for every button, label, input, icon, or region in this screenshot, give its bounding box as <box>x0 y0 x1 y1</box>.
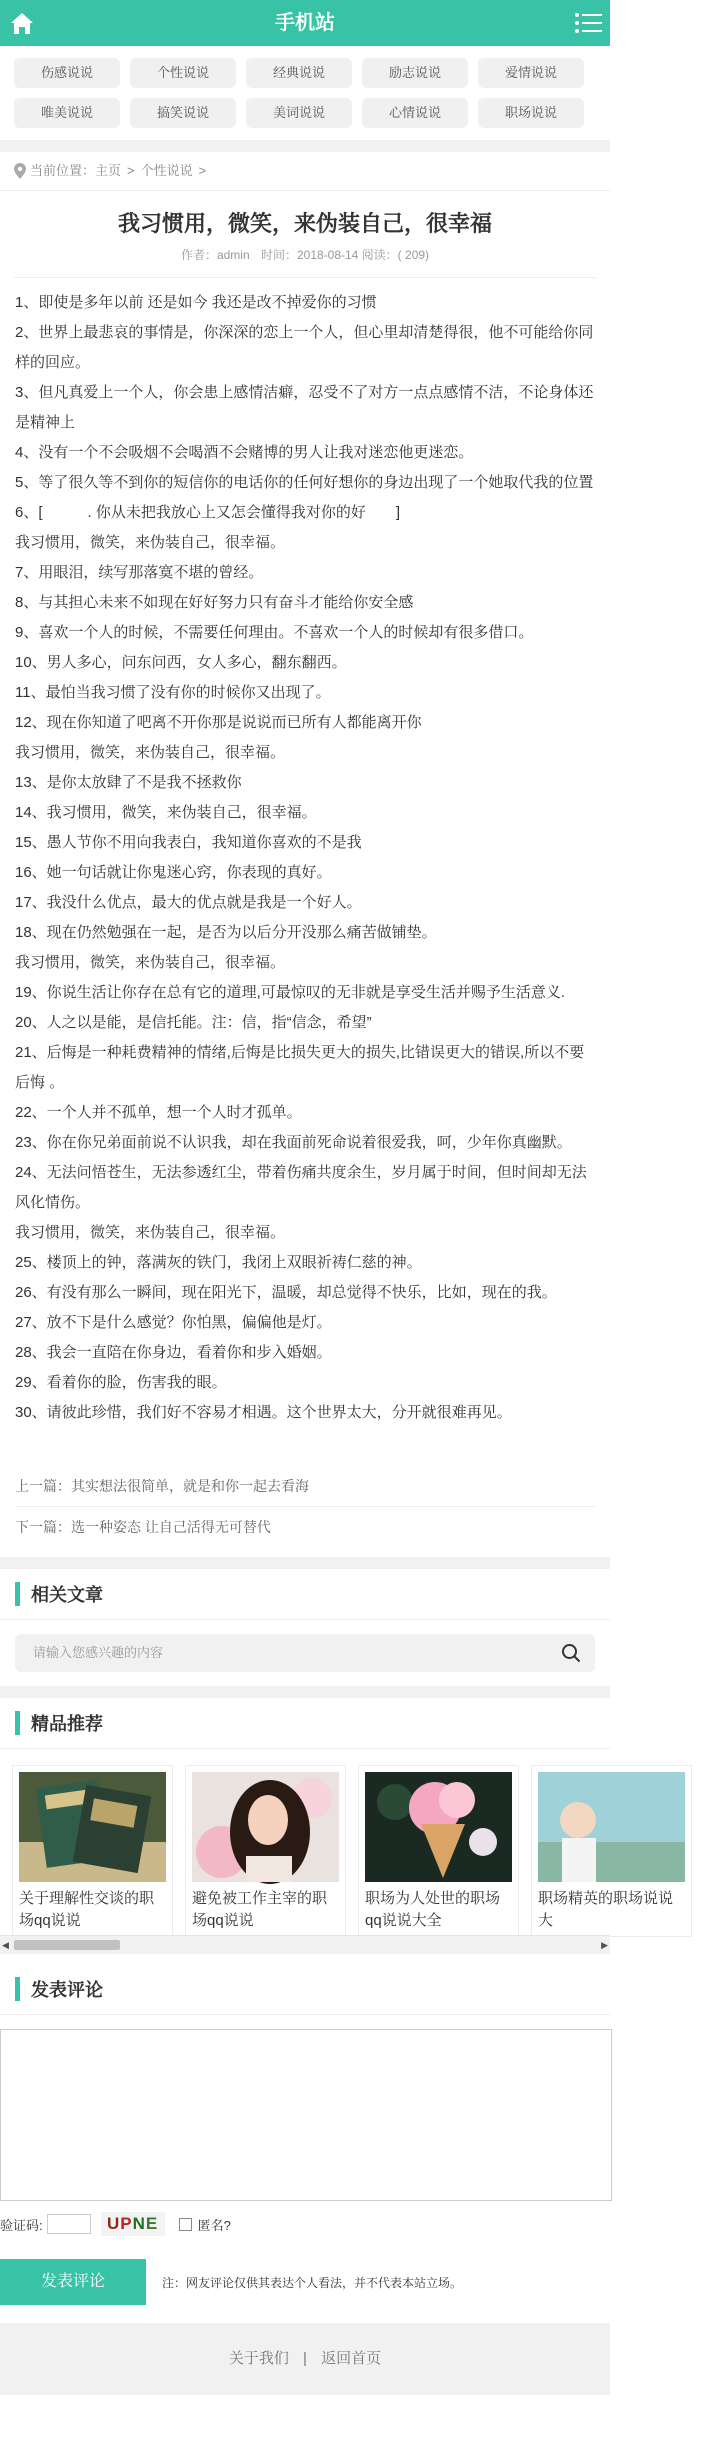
submit-comment-button[interactable]: 发表评论 <box>0 2259 146 2305</box>
submit-row <box>0 2259 610 2305</box>
home-link[interactable]: 返回首页 <box>321 2350 382 2367</box>
anonymous-label: 匿名? <box>197 2217 231 2233</box>
article-paragraph: 15、愚人节你不用向我表白，我知道你喜欢的不是我 <box>15 834 362 851</box>
divider-bar <box>0 1686 610 1698</box>
recommend-carousel <box>0 1749 674 1935</box>
article-meta <box>14 246 596 278</box>
tag-link[interactable]: 经典说说 <box>246 58 352 88</box>
scrollbar-thumb[interactable] <box>14 1940 120 1950</box>
article-paragraph: 2、世界上最悲哀的事情是，你深深的恋上一个人，但心里却清楚得很，他不可能给你同样的回应。 <box>15 324 594 371</box>
article-paragraph: 7、用眼泪，续写那落寞不堪的曾经。 <box>15 564 264 581</box>
site-title: 手机站 <box>275 12 335 34</box>
recommend-card[interactable] <box>358 1765 519 1937</box>
site-header <box>0 0 610 46</box>
article-paragraph: 9、喜欢一个人的时候，不需要任何理由。不喜欢一个人的时候却有很多借口。 <box>15 624 534 641</box>
captcha-image[interactable]: U P N E <box>101 2212 165 2236</box>
article-paragraph: 22、一个人并不孤单，想一个人时才孤单。 <box>15 1104 302 1121</box>
recommend-heading: 精品推荐 <box>31 1714 103 1734</box>
article-paragraph: 25、楼顶上的钟，落满灰的铁门，我闭上双眼祈祷仁慈的神。 <box>15 1254 422 1271</box>
scroll-left-arrow-icon[interactable]: ◀ <box>2 1940 9 1950</box>
article-paragraph: 30、请彼此珍惜，我们好不容易才相遇。这个世界太大，分开就很难再见。 <box>15 1404 512 1421</box>
breadcrumb-separator: > <box>198 163 207 178</box>
section-accent-bar <box>15 1711 20 1735</box>
article-title: 我习惯用，微笑，来伪装自己，很幸福 <box>117 211 492 236</box>
tag-link[interactable]: 美词说说 <box>246 98 352 128</box>
article-paragraph: 8、与其担心未来不如现在好好努力只有奋斗才能给你安全感 <box>15 594 414 611</box>
tag-link[interactable]: 伤感说说 <box>14 58 120 88</box>
related-section-header <box>0 1569 610 1620</box>
tag-link[interactable]: 搞笑说说 <box>130 98 236 128</box>
article-body <box>0 278 610 1428</box>
verify-row <box>0 2201 610 2247</box>
breadcrumb-separator: > <box>127 163 135 178</box>
category-tags <box>0 46 610 140</box>
search-icon[interactable] <box>561 1643 581 1663</box>
tag-link[interactable]: 励志说说 <box>362 58 468 88</box>
recommend-card[interactable] <box>12 1765 173 1937</box>
horizontal-scrollbar[interactable] <box>0 1935 610 1954</box>
article-paragraph: 我习惯用，微笑，来伪装自己，很幸福。 <box>15 534 286 551</box>
menu-icon[interactable] <box>574 11 602 35</box>
article-paragraph: 16、她一句话就让你鬼迷心窍，你表现的真好。 <box>15 864 332 881</box>
article-paragraph: 6、[ . 你从未把我放心上又怎会懂得我对你的好 ] <box>15 504 401 521</box>
section-accent-bar <box>15 1582 20 1606</box>
article-paragraph: 14、我习惯用，微笑，来伪装自己，很幸福。 <box>15 804 317 821</box>
tag-link[interactable]: 心情说说 <box>362 98 468 128</box>
article-paragraph: 20、人之以是能，是信托能。注：信，指“信念，希望” <box>15 1014 372 1031</box>
breadcrumb-category-link[interactable]: 个性说说 <box>140 163 193 178</box>
card-title[interactable]: 避免被工作主宰的职场qq说说 <box>192 1890 328 1929</box>
article-paragraph: 23、你在你兄弟面前说不认识我，却在我面前死命说着很爱我，呵，少年你真幽默。 <box>15 1134 572 1151</box>
article-paragraph: 5、等了很久等不到你的短信你的电话你的任何好想你的身边出现了一个她取代我的位置 <box>15 474 594 491</box>
card-title[interactable]: 关于理解性交谈的职场qq说说 <box>19 1890 155 1929</box>
breadcrumb <box>0 152 610 191</box>
comment-section-header <box>0 1964 610 2015</box>
tag-link[interactable]: 个性说说 <box>130 58 236 88</box>
next-article-link[interactable]: 下一篇：选一种姿态 让自己活得无可替代 <box>15 1519 271 1535</box>
article-paragraph: 12、现在你知道了吧离不开你那是说说而已所有人都能离开你 <box>15 714 422 731</box>
article-paragraph: 26、有没有那么一瞬间，现在阳光下，温暖，却总觉得不快乐，比如，现在的我。 <box>15 1284 557 1301</box>
article-paragraph: 我习惯用，微笑，来伪装自己，很幸福。 <box>15 1224 286 1241</box>
about-link[interactable]: 关于我们 <box>228 2350 289 2367</box>
card-title[interactable]: 职场为人处世的职场qq说说大全 <box>365 1890 501 1929</box>
article-paragraph: 4、没有一个不会吸烟不会喝酒不会赌博的男人让我对迷恋他更迷恋。 <box>15 444 474 461</box>
card-thumbnail <box>538 1772 685 1882</box>
article-paragraph: 3、但凡真爱上一个人，你会患上感情洁癖，忍受不了对方一点点感情不洁，不论身体还是精神上 <box>15 384 594 431</box>
prev-article-link[interactable]: 上一篇：其实想法很简单，就是和你一起去看海 <box>15 1466 595 1507</box>
card-thumbnail <box>192 1772 339 1882</box>
tag-link[interactable]: 爱情说说 <box>478 58 584 88</box>
card-title[interactable]: 职场精英的职场说说大 <box>538 1890 674 1929</box>
article-paragraph: 我习惯用，微笑，来伪装自己，很幸福。 <box>15 744 286 761</box>
comment-disclaimer: 注：网友评论仅供其表达个人看法，并不代表本站立场。 <box>162 2275 463 2290</box>
article-paragraph: 27、放不下是什么感觉？你怕黑，偏偏他是灯。 <box>15 1314 332 1331</box>
section-accent-bar <box>15 1977 20 2001</box>
article-paragraph: 18、现在仍然勉强在一起，是否为以后分开没那么痛苦做铺垫。 <box>15 924 437 941</box>
article-paragraph: 24、无法问悟苍生，无法参透红尘，带着伤痛共度余生，岁月属于时间，但时间却无法风化情伤。 <box>15 1164 587 1211</box>
recommend-card[interactable] <box>185 1765 346 1937</box>
card-thumbnail <box>365 1772 512 1882</box>
article-paragraph: 我习惯用，微笑，来伪装自己，很幸福。 <box>15 954 286 971</box>
breadcrumb-label: 当前位置： <box>30 163 96 178</box>
divider-bar <box>0 140 610 152</box>
related-heading: 相关文章 <box>31 1585 103 1605</box>
verify-code-input[interactable] <box>47 2214 91 2234</box>
divider-bar <box>0 1557 610 1569</box>
prev-next-nav <box>0 1428 610 1557</box>
article-paragraph: 29、看着你的脸，伤害我的眼。 <box>15 1374 227 1391</box>
article-paragraph: 1、即使是多年以前 还是如今 我还是改不掉爱你的习惯 <box>15 294 377 311</box>
article-paragraph: 11、最怕当我习惯了没有你的时候你又出现了。 <box>15 684 331 701</box>
tag-link[interactable]: 职场说说 <box>478 98 584 128</box>
scroll-right-arrow-icon[interactable]: ▶ <box>601 1940 608 1950</box>
site-footer <box>0 2323 610 2395</box>
search-box[interactable] <box>15 1634 595 1672</box>
article-paragraph: 19、你说生活让你存在总有它的道理,可最惊叹的无非就是享受生活并赐予生活意义. <box>15 984 566 1001</box>
comment-textarea[interactable] <box>0 2029 612 2201</box>
article-paragraph: 13、是你太放肆了不是我不拯救你 <box>15 774 242 791</box>
verify-label: 验证码: <box>0 2217 43 2233</box>
article-paragraph: 21、后悔是一种耗费精神的情绪,后悔是比损失更大的损失,比错误更大的错误,所以不要后悔 。 <box>15 1044 585 1091</box>
comment-heading: 发表评论 <box>31 1980 103 2000</box>
recommend-card[interactable] <box>531 1765 692 1937</box>
article-paragraph: 10、男人多心，问东问西，女人多心，翻东翻西。 <box>15 654 347 671</box>
card-thumbnail <box>19 1772 166 1882</box>
article-time: 时间：2018-08-14 阅读：( 209) <box>260 248 430 262</box>
article-paragraph: 28、我会一直陪在你身边，看着你和步入婚姻。 <box>15 1344 332 1361</box>
footer-separator: | <box>303 2350 307 2367</box>
search-input[interactable]: 请输入您感兴趣的内容 <box>33 1645 164 1660</box>
location-pin-icon <box>14 163 26 179</box>
recommend-section-header <box>0 1698 610 1749</box>
breadcrumb-home-link[interactable]: 主页 <box>95 163 122 178</box>
anonymous-checkbox[interactable] <box>179 2218 192 2231</box>
article-author: 作者：admin <box>180 248 250 262</box>
article-paragraph: 17、我没什么优点，最大的优点就是我是一个好人。 <box>15 894 362 911</box>
tag-link[interactable]: 唯美说说 <box>14 98 120 128</box>
